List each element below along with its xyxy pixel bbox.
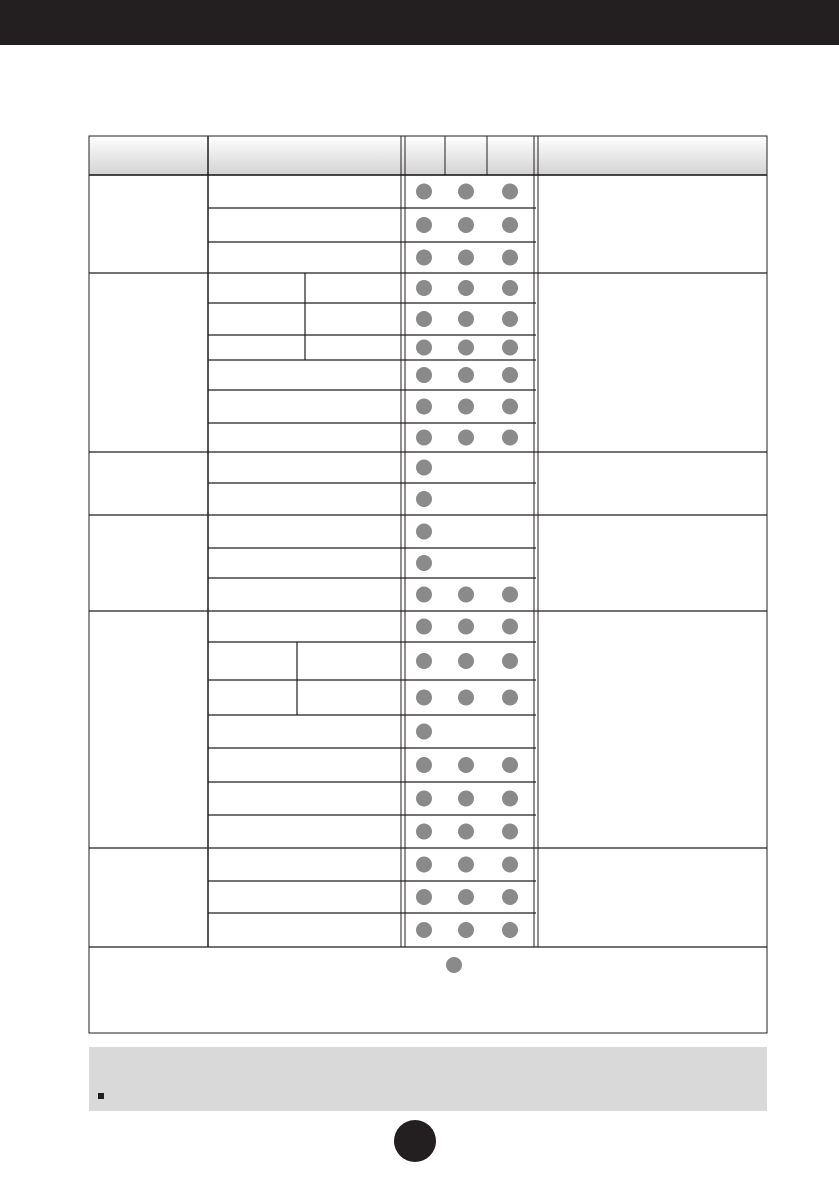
supported-dot-icon xyxy=(458,184,474,200)
supported-dot-icon xyxy=(502,690,518,706)
supported-dot-icon xyxy=(416,922,432,938)
supported-dot-icon xyxy=(458,690,474,706)
supported-dot-icon xyxy=(502,367,518,383)
supported-dot-icon xyxy=(458,824,474,840)
supported-dot-icon xyxy=(502,399,518,415)
supported-dot-icon xyxy=(502,889,518,905)
supported-dot-icon xyxy=(416,250,432,266)
supported-dot-icon xyxy=(458,217,474,233)
supported-dot-icon xyxy=(416,619,432,635)
supported-dot-icon xyxy=(458,889,474,905)
supported-dot-icon xyxy=(502,430,518,446)
supported-dot-icon xyxy=(502,857,518,873)
supported-dot-icon xyxy=(458,430,474,446)
supported-dot-icon xyxy=(416,857,432,873)
supported-dot-icon xyxy=(458,791,474,807)
supported-dot-icon xyxy=(502,311,518,327)
supported-dot-icon xyxy=(416,430,432,446)
legend-dot-icon xyxy=(446,957,462,973)
supported-dot-icon xyxy=(416,824,432,840)
supported-dot-icon xyxy=(502,184,518,200)
supported-dot-icon xyxy=(416,587,432,603)
supported-dot-icon xyxy=(416,217,432,233)
supported-dot-icon xyxy=(416,311,432,327)
page-number-badge xyxy=(394,1120,436,1162)
supported-dot-icon xyxy=(502,619,518,635)
supported-dot-icon xyxy=(416,724,432,740)
supported-dot-icon xyxy=(458,280,474,296)
supported-dot-icon xyxy=(458,619,474,635)
supported-dot-icon xyxy=(458,922,474,938)
supported-dot-icon xyxy=(502,587,518,603)
supported-dot-icon xyxy=(458,250,474,266)
supported-dot-icon xyxy=(502,922,518,938)
supported-dot-icon xyxy=(416,491,432,507)
supported-dot-icon xyxy=(416,653,432,669)
supported-dot-icon xyxy=(416,460,432,476)
table-header-row xyxy=(89,136,767,175)
supported-dot-icon xyxy=(458,399,474,415)
supported-dot-icon xyxy=(416,524,432,540)
supported-dot-icon xyxy=(458,653,474,669)
supported-dot-icon xyxy=(502,217,518,233)
supported-dot-icon xyxy=(416,184,432,200)
supported-dot-icon xyxy=(458,857,474,873)
supported-dot-icon xyxy=(416,555,432,571)
supported-dot-icon xyxy=(502,250,518,266)
supported-dot-icon xyxy=(458,757,474,773)
supported-dot-icon xyxy=(416,690,432,706)
supported-dot-icon xyxy=(416,791,432,807)
supported-dot-icon xyxy=(416,280,432,296)
bullet-icon xyxy=(98,1093,104,1099)
supported-dot-icon xyxy=(416,889,432,905)
table-header-background xyxy=(89,136,767,175)
supported-dot-icon xyxy=(416,757,432,773)
supported-dot-icon xyxy=(502,280,518,296)
supported-dot-icon xyxy=(458,587,474,603)
supported-dot-icon xyxy=(416,367,432,383)
supported-dot-icon xyxy=(502,824,518,840)
supported-dot-icon xyxy=(502,757,518,773)
supported-dot-icon xyxy=(502,340,518,356)
supported-dot-icon xyxy=(458,311,474,327)
supported-dot-icon xyxy=(502,791,518,807)
supported-dot-icon xyxy=(416,399,432,415)
supported-dot-icon xyxy=(458,367,474,383)
supported-dot-icon xyxy=(416,340,432,356)
supported-dot-icon xyxy=(458,340,474,356)
note-box xyxy=(89,1047,767,1111)
supported-dot-icon xyxy=(502,653,518,669)
